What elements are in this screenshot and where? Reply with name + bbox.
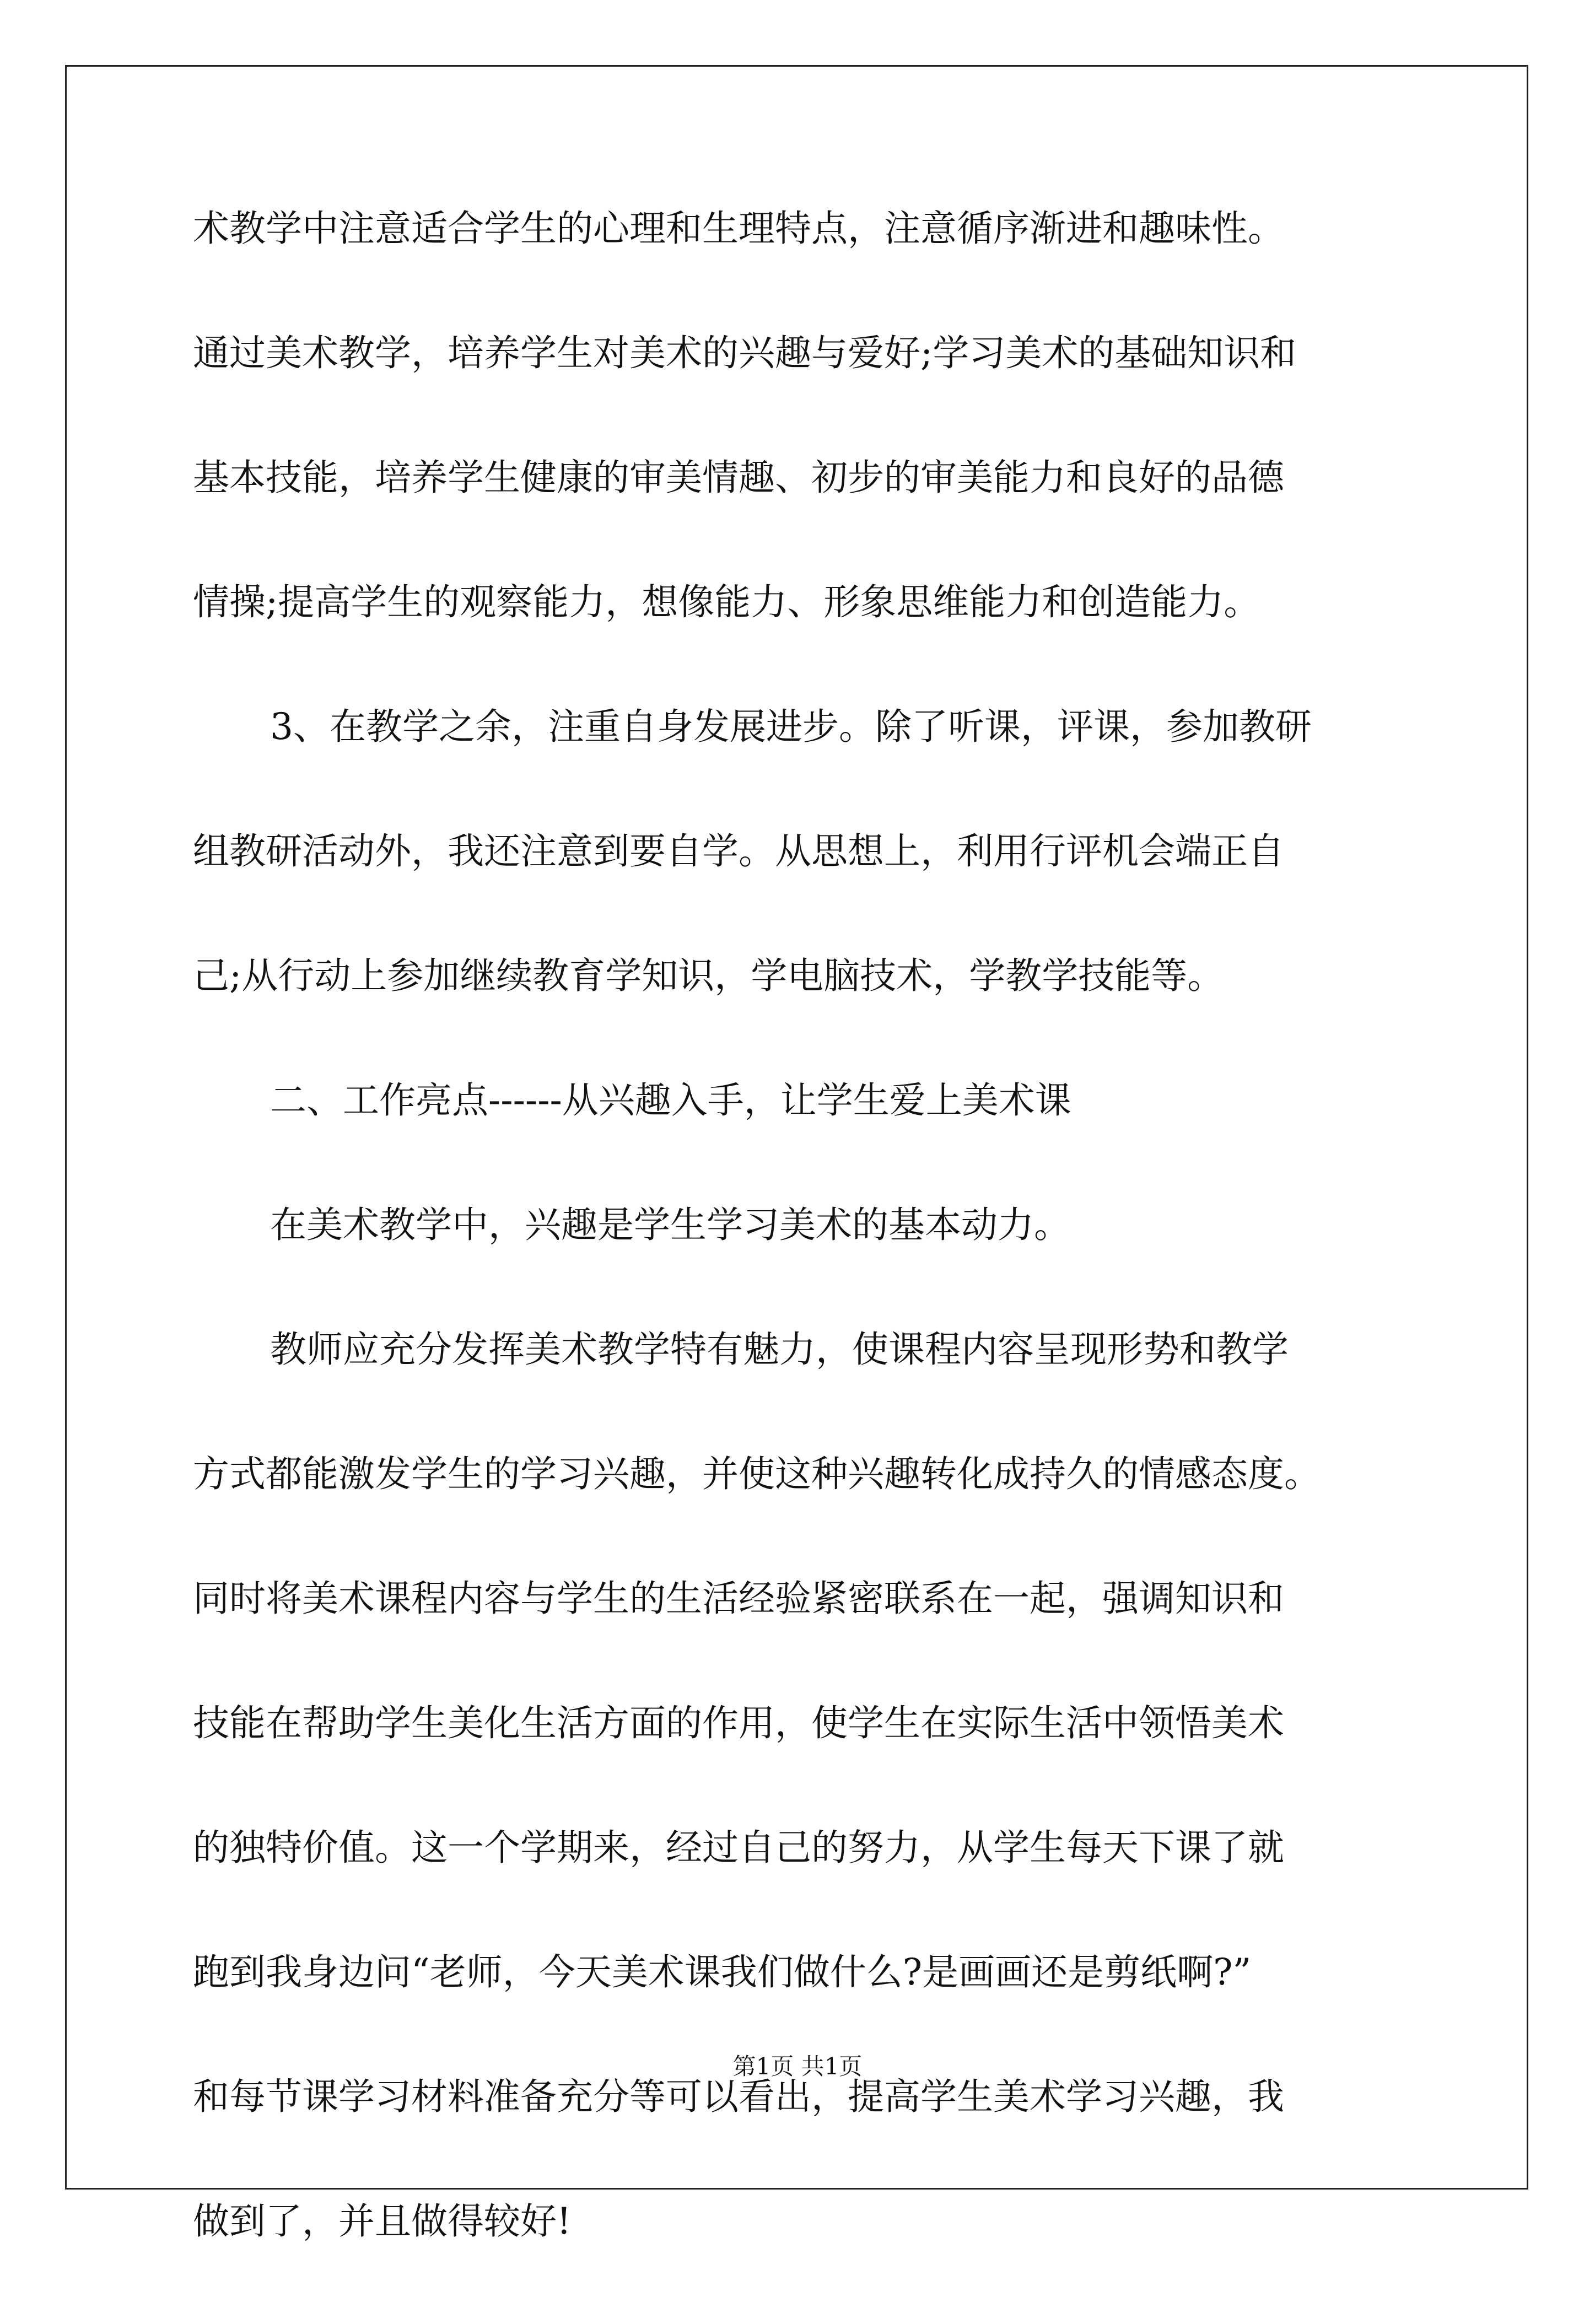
text-line: 组教研活动外，我还注意到要自学。从思想上，利用行评机会端正自 [193,830,1284,872]
text-line: 做到了，并且做得较好! [193,2200,572,2242]
paragraph-start-line: 教师应充分发挥美术教学特有魅力，使课程内容呈现形势和教学 [270,1328,1289,1371]
paragraph-start-line: 在美术教学中，兴趣是学生学习美术的基本动力。 [270,1204,1070,1246]
text-line: 跑到我身边问“老师，今天美术课我们做什么?是画画还是剪纸啊?” [193,1951,1252,1993]
text-line: 和每节课学习材料准备充分等可以看出，提高学生美术学习兴趣，我 [193,2075,1284,2118]
page-footer: 第1页 共1页 [732,2053,863,2080]
text-line: 通过美术教学，培养学生对美术的兴趣与爱好;学习美术的基础知识和 [193,332,1297,374]
text-line: 基本技能，培养学生健康的审美情趣、初步的审美能力和良好的品德 [193,456,1284,499]
text-line: 技能在帮助学生美化生活方面的作用，使学生在实际生活中领悟美术 [193,1702,1284,1744]
paragraph-start-line: 3、在教学之余，注重自身发展进步。除了听课，评课，参加教研 [270,705,1312,748]
text-line: 同时将美术课程内容与学生的生活经验紧密联系在一起，强调知识和 [193,1577,1284,1620]
document-body [193,207,1405,2324]
text-line: 己;从行动上参加继续教育学知识，学电脑技术，学教学技能等。 [193,955,1224,997]
text-line: 方式都能激发学生的学习兴趣，并使这种兴趣转化成持久的情感态度。 [193,1453,1321,1495]
text-line: 情操;提高学生的观察能力，想像能力、形象思维能力和创造能力。 [193,581,1260,623]
text-line: 的独特价值。这一个学期来，经过自己的努力，从学生每天下课了就 [193,1826,1284,1869]
section-heading: 二、工作亮点------从兴趣入手，让学生爱上美术课 [270,1079,1071,1121]
text-line: 术教学中注意适合学生的心理和生理特点，注意循序渐进和趣味性。 [193,207,1284,250]
